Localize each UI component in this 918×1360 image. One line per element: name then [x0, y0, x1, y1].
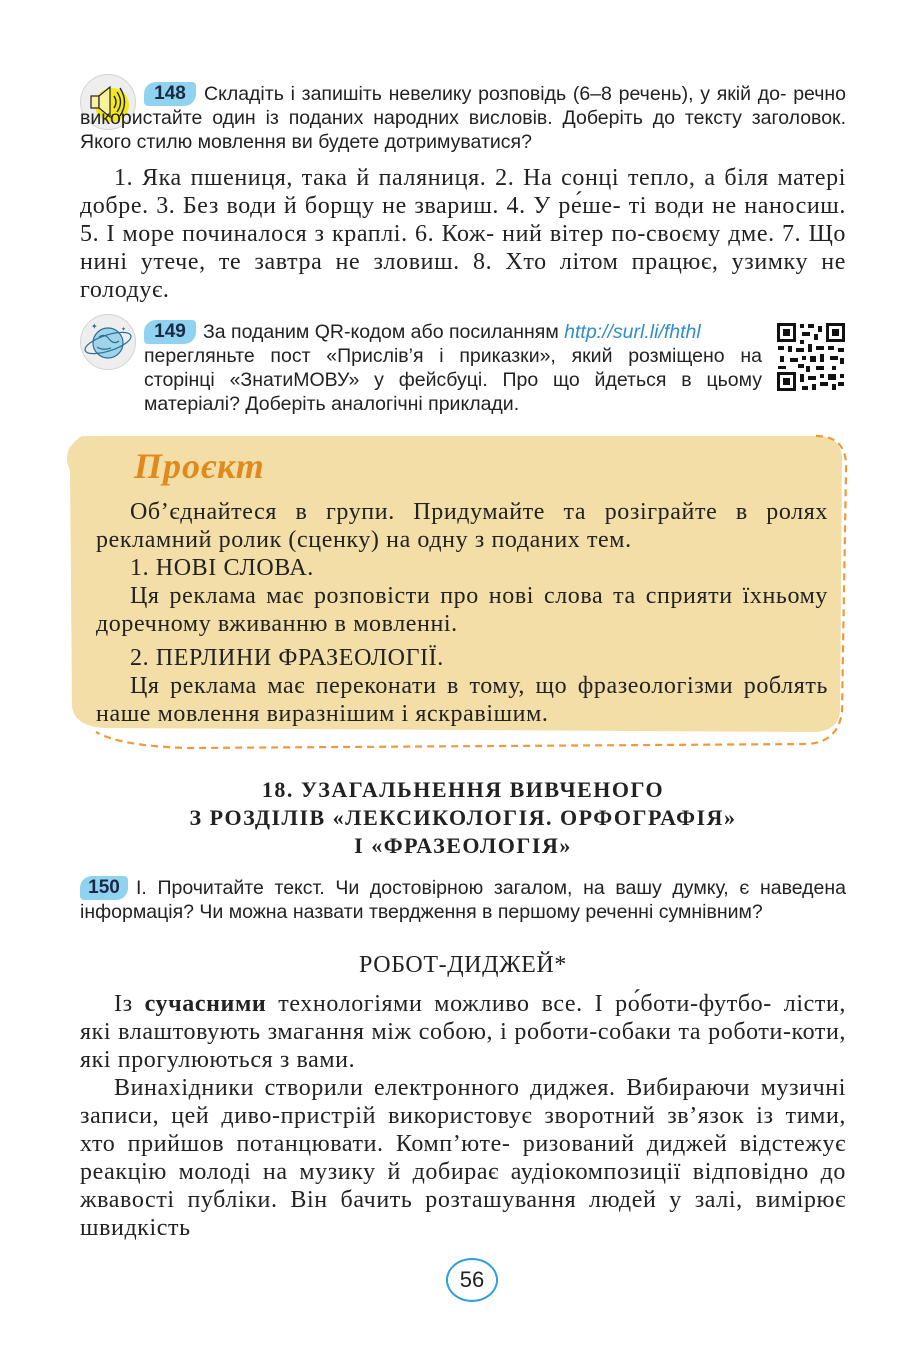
- task-number-badge: 150: [80, 876, 128, 900]
- section-heading: [80, 776, 846, 860]
- text-fragment: Із: [114, 991, 145, 1017]
- text-line: Він бачить розташування людей у залі, вимірює швидкість: [80, 1187, 846, 1241]
- heading-line: І «ФРАЗЕОЛОГІЯ»: [354, 833, 572, 858]
- text-line: на сторінці «ЗнатиМОВУ» у фейсбуці. Про що йдеться в: [144, 345, 763, 391]
- text-line: Ця реклама має переконати в тому, що фразеологізми: [130, 673, 734, 699]
- task-number-badge: 149: [144, 320, 196, 344]
- text-line: біля матері добре. 3. Без води й борщу не звариш. 4. У ре́ше-: [80, 165, 846, 219]
- text-line: речно використайте один із поданих народних висловів. Доберіть до: [80, 83, 847, 129]
- surl-link[interactable]: http://surl.li/fhthl: [564, 321, 701, 343]
- text-line: добирає аудіокомпозиції відповідно до жвавості публіки.: [80, 1159, 846, 1213]
- svg-text:✦: ✦: [91, 322, 98, 331]
- svg-text:✦: ✦: [121, 326, 127, 333]
- text-line: ний вітер по-своєму дме. 7. Що нині утече, те завтра не: [80, 221, 846, 275]
- text-line: зв’язок із тими, хто прийшов потанцювати. Комп’юте-: [80, 1103, 846, 1157]
- text-line: сумнівним?: [658, 901, 763, 923]
- text-line: За поданим QR-кодом або посиланням: [203, 321, 559, 343]
- text-line: лісти, які влаштовують змагання між собою, і роботи-собаки: [80, 991, 846, 1045]
- project-topic-2-title: 2. ПЕРЛИНИ ФРАЗЕОЛОГІЇ.: [130, 645, 444, 671]
- text-line: Об’єднайтеся в групи. Придумайте та розіграйте в: [130, 499, 748, 525]
- text-line: І. Прочитайте текст. Чи достовірною загалом, на вашу думку, є: [136, 877, 750, 899]
- text-line: наведена інформація? Чи можна назвати твердження в першому реченні: [80, 877, 846, 923]
- task-number-badge: 148: [144, 82, 196, 106]
- text-line: зловиш. 8. Хто літом працює, узимку не голодує.: [80, 249, 846, 303]
- page-number: [446, 1258, 498, 1302]
- project-topic-2-desc: [96, 672, 828, 728]
- text-line: цьому матеріалі? Доберіть аналогічні приклади.: [144, 369, 762, 415]
- text-line: Винахідники створили електронного диджея. Вибираючи: [114, 1075, 751, 1101]
- text-line: ті води не наносиш. 5. І море починалося з краплі. 6. Кож-: [80, 193, 846, 247]
- project-title: Проєкт: [134, 446, 265, 486]
- project-topic-1-title: 1. НОВІ СЛОВА.: [130, 555, 314, 581]
- text-line: роблять наше мовлення виразнішим і яскравішим.: [96, 673, 828, 727]
- paragraph-1: [80, 990, 846, 1074]
- text-line: тексту заголовок. Якого стилю мовлення ви будете дотримуватися?: [80, 107, 846, 153]
- text-line: 1. Яка пшениця, така й паляниця. 2. На сонці тепло, а: [114, 165, 716, 191]
- project-topic-1-desc: [96, 582, 828, 638]
- text-title: РОБОТ-ДИДЖЕЙ*: [359, 952, 567, 978]
- text-line: перегляньте пост «Прислів’я і приказки», який розміщено: [144, 345, 725, 367]
- text-fragment: технологіями можливо все. І ро́боти-футбо-: [266, 991, 772, 1017]
- text-line: ризований диджей відстежує реакцію молоді на музику й: [80, 1131, 846, 1185]
- heading-line: З РОЗДІЛІВ «ЛЕКСИКОЛОГІЯ. ОРФОГРАФІЯ»: [189, 805, 737, 830]
- bold-word: сучасними: [144, 991, 267, 1017]
- text-line: їхньому доречному вживанню в мовленні.: [96, 583, 828, 637]
- text-line: Ця реклама має розповісти про нові слова та сприяти: [130, 583, 733, 609]
- task-instruction: [80, 876, 846, 924]
- heading-line: 18. УЗАГАЛЬНЕННЯ ВИВЧЕНОГО: [261, 777, 665, 802]
- text-line: та роботи-коти, які прогулюються з вами.: [80, 1019, 847, 1073]
- text-line: Складіть і запишіть невелику розповідь (6–8 речень), у якій до-: [204, 83, 787, 105]
- project-intro: [96, 498, 828, 554]
- page-number-text: 56: [459, 1267, 485, 1292]
- text-line: ролях рекламний ролик (сценку) на одну з поданих тем.: [96, 499, 828, 553]
- text-line: музичні записи, цей диво-пристрій використовує зворотний: [80, 1075, 847, 1129]
- paragraph-2: [80, 1074, 846, 1242]
